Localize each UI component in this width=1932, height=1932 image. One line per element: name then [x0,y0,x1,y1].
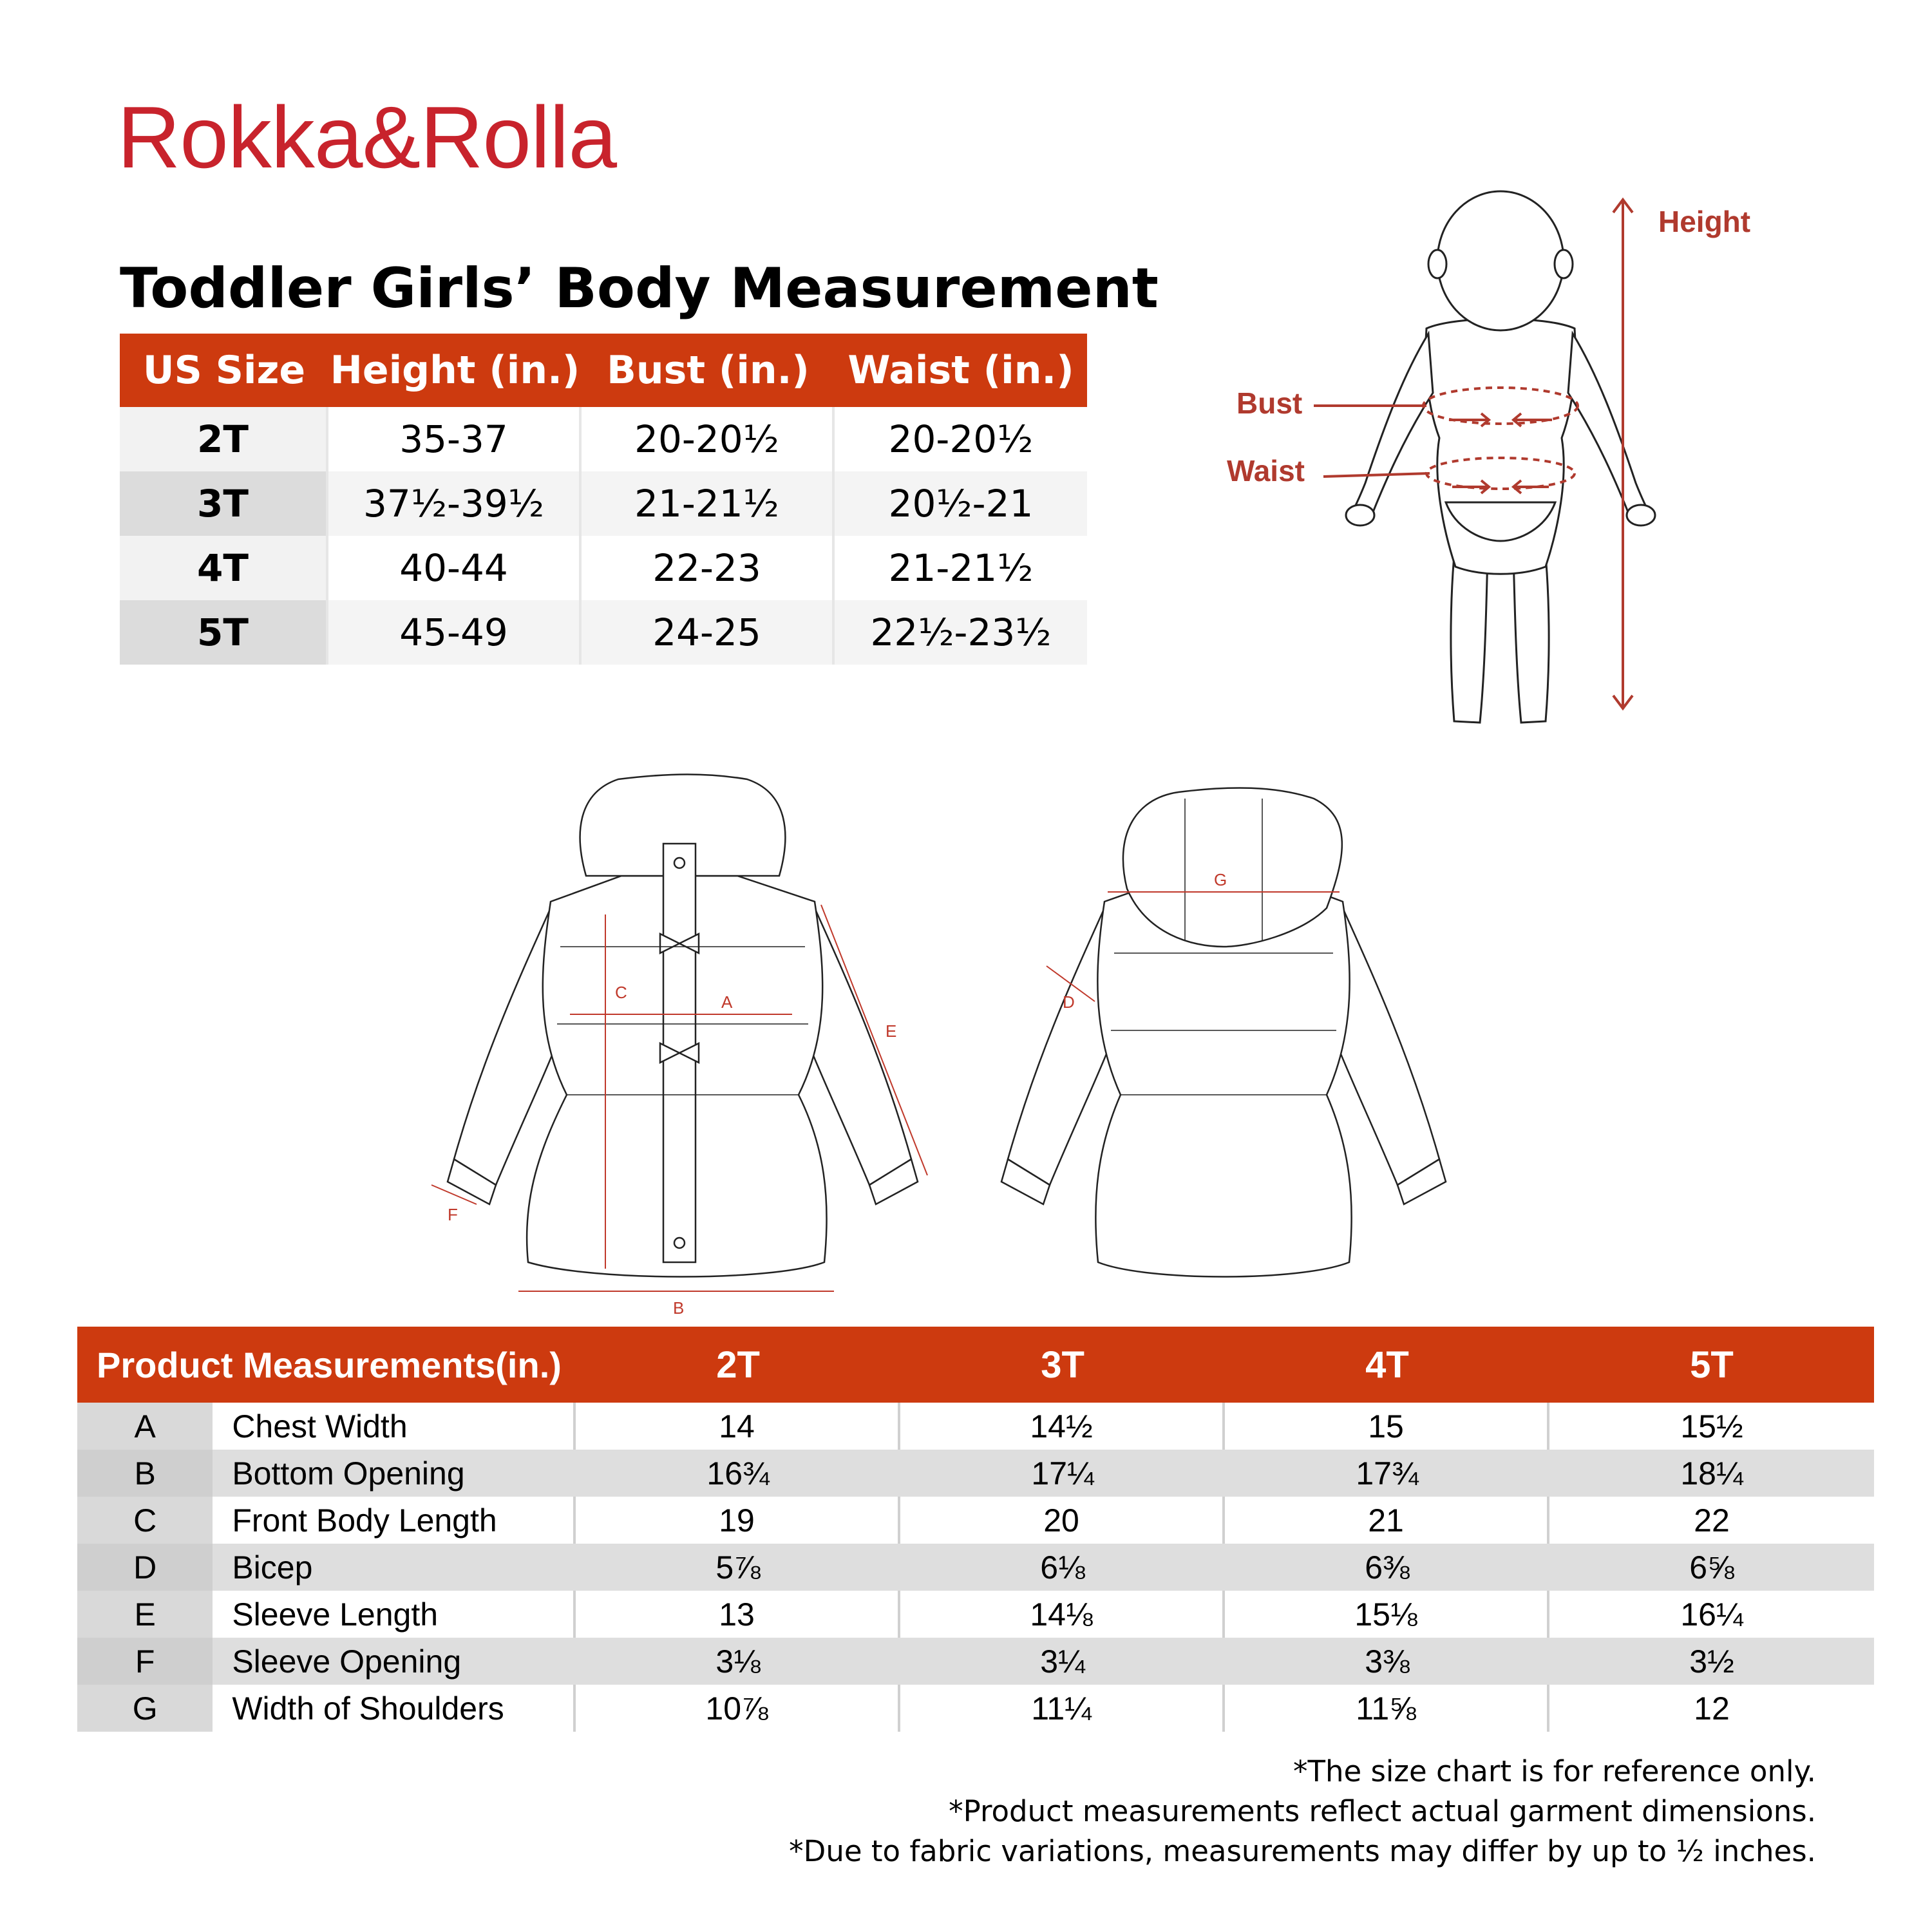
table-row [77,1685,1874,1732]
value-cell: 19 [576,1497,900,1544]
left-arm [1352,334,1433,515]
label-e: E [886,1021,897,1041]
left-ear [1428,250,1446,278]
brand-logo: Rokka&Rolla [117,88,617,186]
value-cell: 17¼ [900,1450,1225,1497]
header-waist: Waist (in.) [848,348,1074,393]
table-row [77,1450,1874,1497]
body-measurement-title: Toddler Girls’ Body Measurement [120,256,1159,321]
left-hand [1346,505,1374,526]
value-cell: 14 [576,1403,900,1450]
value-cell: 14⅛ [900,1591,1225,1638]
footnotes [789,1752,1816,1871]
height-label: Height [1658,205,1751,238]
header-size: 3T [1041,1343,1084,1386]
waist-cell: 22½-23½ [835,600,1087,665]
value-cell: 3¼ [900,1638,1225,1685]
table-row [120,536,1087,600]
table-row [77,1497,1874,1544]
body-measurement-table [120,334,1087,665]
value-cell: 12 [1549,1685,1874,1732]
label-c: C [615,983,627,1002]
measurement-name: Width of Shoulders [213,1685,576,1732]
height-cell: 35-37 [328,407,582,471]
value-cell: 17¾ [1225,1450,1549,1497]
value-cell: 10⅞ [576,1685,900,1732]
size-cell: 4T [120,536,328,600]
measurement-name: Sleeve Opening [213,1638,576,1685]
waist-cell: 21-21½ [835,536,1087,600]
body-table-header [120,334,1087,407]
point-letter: F [77,1638,213,1685]
footnote: *Due to fabric variations, measurements may differ by up to ½ inches. [789,1834,1816,1868]
waist-cell: 20½-21 [835,471,1087,536]
size-cell: 3T [120,471,328,536]
bust-cell: 24-25 [582,600,835,665]
right-ear [1555,250,1573,278]
waist-cell: 20-20½ [835,407,1087,471]
label-f: F [448,1205,458,1224]
right-hand [1627,505,1655,526]
value-cell: 13 [576,1591,900,1638]
value-cell: 18¼ [1549,1450,1874,1497]
value-cell: 3⅛ [576,1638,900,1685]
measurement-name: Chest Width [213,1403,576,1450]
table-row [120,600,1087,665]
value-cell: 15⅛ [1225,1591,1549,1638]
head [1437,191,1564,330]
label-d: D [1063,992,1075,1012]
table-row [77,1544,1874,1591]
header-size: 5T [1690,1343,1734,1386]
point-letter: C [77,1497,213,1544]
value-cell: 11⅝ [1225,1685,1549,1732]
right-arm [1568,334,1649,515]
coat-flat-sketch [412,760,1494,1320]
value-cell: 22 [1549,1497,1874,1544]
value-cell: 14½ [900,1403,1225,1450]
height-cell: 37½-39½ [328,471,582,536]
point-letter: E [77,1591,213,1638]
size-cell: 5T [120,600,328,665]
value-cell: 21 [1225,1497,1549,1544]
value-cell: 6⅝ [1549,1544,1874,1591]
toddler-body-diagram [1211,180,1790,741]
height-cell: 45-49 [328,600,582,665]
product-table-header [77,1327,1874,1403]
value-cell: 16¼ [1549,1591,1874,1638]
label-g: G [1214,870,1227,889]
header-size: 4T [1365,1343,1409,1386]
table-row [77,1591,1874,1638]
measurement-name: Front Body Length [213,1497,576,1544]
value-cell: 3½ [1549,1638,1874,1685]
header-height: Height (in.) [330,348,580,393]
table-row [77,1403,1874,1450]
value-cell: 6⅜ [1225,1544,1549,1591]
label-b: B [673,1298,685,1318]
header-size: 2T [716,1343,760,1386]
measurement-name: Sleeve Length [213,1591,576,1638]
point-letter: B [77,1450,213,1497]
bust-cell: 22-23 [582,536,835,600]
header-bust: Bust (in.) [607,348,810,393]
value-cell: 6⅛ [900,1544,1225,1591]
point-letter: A [77,1403,213,1450]
table-row [120,407,1087,471]
height-cell: 40-44 [328,536,582,600]
value-cell: 5⅞ [576,1544,900,1591]
product-measurement-table [77,1327,1874,1732]
bust-cell: 20-20½ [582,407,835,471]
table-row [120,471,1087,536]
header-us-size: US Size [142,348,306,393]
table-row [77,1638,1874,1685]
value-cell: 16¾ [576,1450,900,1497]
size-cell: 2T [120,407,328,471]
footnote: *The size chart is for reference only. [1293,1754,1816,1788]
measurement-name: Bicep [213,1544,576,1591]
waist-label: Waist [1227,454,1305,488]
point-letter: G [77,1685,213,1732]
value-cell: 11¼ [900,1685,1225,1732]
value-cell: 20 [900,1497,1225,1544]
bust-cell: 21-21½ [582,471,835,536]
value-cell: 15½ [1549,1403,1874,1450]
value-cell: 15 [1225,1403,1549,1450]
value-cell: 3⅜ [1225,1638,1549,1685]
label-a: A [721,992,733,1012]
point-letter: D [77,1544,213,1591]
footnote: *Product measurements reflect actual garment dimensions. [949,1794,1816,1828]
product-table-title: Product Measurements(in.) [97,1344,562,1385]
bust-label: Bust [1236,386,1303,420]
measurement-name: Bottom Opening [213,1450,576,1497]
